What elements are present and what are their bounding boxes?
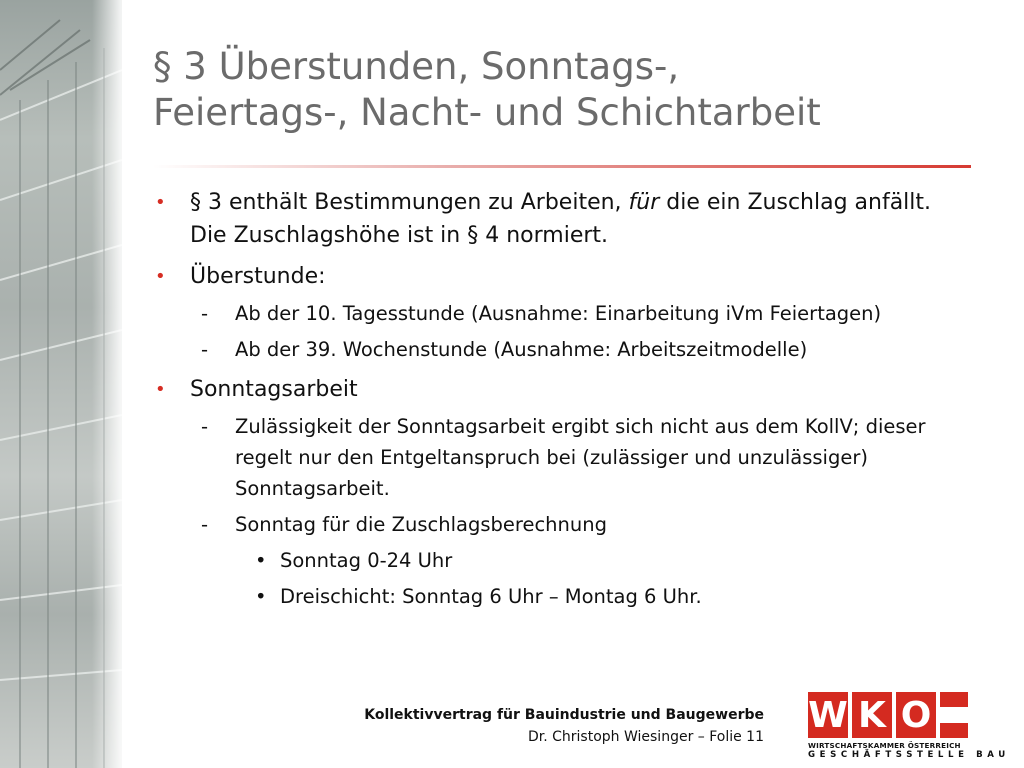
bullet-marker: • <box>155 379 166 400</box>
bullet-marker: • <box>155 266 166 287</box>
bullet-2-text: Überstunde: <box>190 264 326 289</box>
sub-sub-item-text: Sonntag 0-24 Uhr <box>280 549 453 572</box>
title-line-2: Feiertags-, Nacht- und Schichtarbeit <box>153 91 821 134</box>
sub-item <box>155 509 965 540</box>
logo-letter-o: O <box>896 692 936 738</box>
footer-author: Dr. Christoph Wiesinger – Folie 11 <box>527 729 764 745</box>
title-line-1: § 3 Überstunden, Sonntags-, <box>153 45 680 88</box>
logo-letter-w: W <box>808 692 848 738</box>
bullet-1-emphasis: für <box>628 190 660 215</box>
bullet-paragraph-2 <box>155 260 965 293</box>
dot-marker: • <box>255 549 267 572</box>
sub-sub-item <box>155 545 965 576</box>
logo-mark <box>808 692 972 738</box>
wko-logo <box>808 692 1010 760</box>
logo-subtitle: WIRTSCHAFTSKAMMER ÖSTERREICH <box>808 741 961 750</box>
slide-footer <box>364 704 764 748</box>
sub-sub-item <box>155 581 965 612</box>
sub-sub-item-text: Dreischicht: Sonntag 6 Uhr – Montag 6 Uhr. <box>280 585 702 608</box>
dash-marker: - <box>201 513 209 536</box>
dash-marker: - <box>201 302 209 325</box>
bullet-marker: • <box>155 192 166 213</box>
sub-item <box>155 411 965 504</box>
title-underline <box>153 165 971 168</box>
sub-item <box>155 334 965 365</box>
logo-department: GESCHÄFTSSTELLE BAU <box>808 750 1010 760</box>
sub-item <box>155 298 965 329</box>
image-fade-overlay <box>92 0 132 768</box>
sub-item-text: Ab der 39. Wochenstunde (Ausnahme: Arbeitszeitmodelle) <box>235 338 808 361</box>
bullet-paragraph-3 <box>155 373 965 406</box>
sub-item-text: Zulässigkeit der Sonntagsarbeit ergibt sich nicht aus dem KollV; dieser regelt nur den Entgeltanspruch bei (zulässiger und unzulässiger) Sonntagsarbeit. <box>235 415 926 500</box>
bullet-paragraph-1 <box>155 186 965 252</box>
sub-item-text: Ab der 10. Tagesstunde (Ausnahme: Einarbeitung iVm Feiertagen) <box>235 302 882 325</box>
bullet-1-text-start: § 3 enthält Bestimmungen zu Arbeiten, <box>190 190 629 215</box>
dot-marker: • <box>255 585 267 608</box>
slide-title <box>153 44 973 136</box>
bullet-3-text: Sonntagsarbeit <box>190 377 358 402</box>
footer-title: Kollektivvertrag für Bauindustrie und Baugewerbe <box>364 707 764 723</box>
slide-content <box>155 186 965 612</box>
bullet-1-text-end: die ein Zuschlag anfällt. Die Zuschlagshöhe ist in § 4 normiert. <box>190 190 932 248</box>
logo-letter-k: K <box>852 692 892 738</box>
dash-marker: - <box>201 415 209 438</box>
sub-item-text: Sonntag für die Zuschlagsberechnung <box>235 513 607 536</box>
dash-marker: - <box>201 338 209 361</box>
austria-flag-icon <box>940 692 968 738</box>
